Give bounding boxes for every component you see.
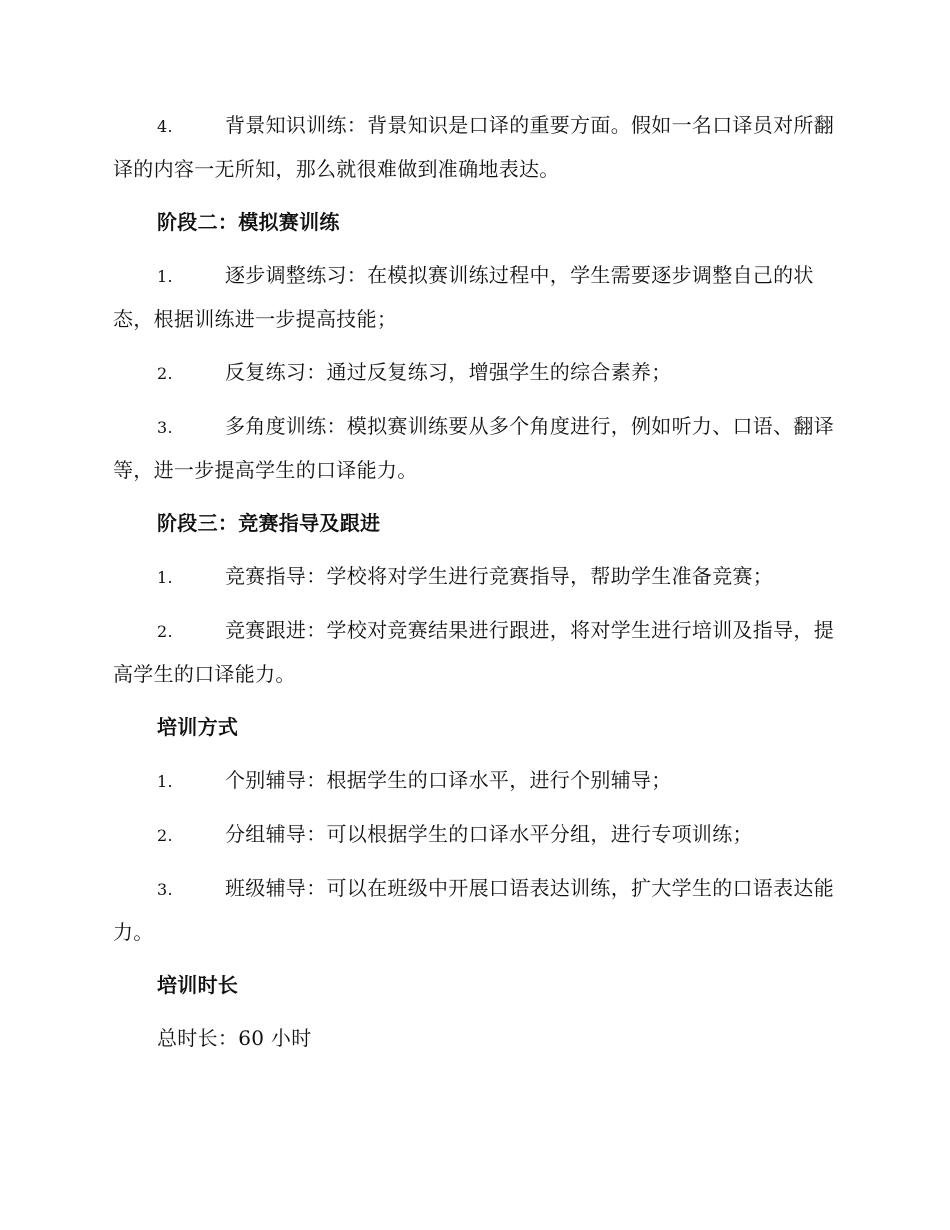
section-heading-methods: 培训方式	[157, 715, 239, 739]
list-text: 班级辅导：可以在班级中开展口语表达训练，扩大学生的口语表达能力。	[113, 876, 834, 944]
list-number: 3.	[157, 880, 173, 899]
section-heading-duration: 培训时长	[157, 973, 239, 997]
list-number: 2.	[157, 622, 173, 641]
document-body	[113, 104, 838, 1060]
list-number: 3.	[157, 418, 173, 437]
list-item	[113, 867, 838, 954]
list-item	[113, 759, 838, 803]
list-text: 竞赛指导：学校将对学生进行竞赛指导，帮助学生准备竞赛；	[225, 564, 774, 588]
list-text: 个别辅导：根据学生的口译水平，进行个别辅导；	[225, 768, 672, 792]
section-heading-stage2: 阶段二：模拟赛训练	[157, 210, 340, 234]
list-text: 逐步调整练习：在模拟赛训练过程中，学生需要逐步调整自己的状态，根据训练进一步提高技能；	[113, 263, 814, 331]
section-heading-stage3: 阶段三：竞赛指导及跟进	[157, 511, 381, 535]
list-item	[113, 254, 838, 341]
list-item	[113, 813, 838, 857]
list-item	[113, 609, 838, 696]
list-number: 2.	[157, 364, 173, 383]
list-number: 2.	[157, 826, 173, 845]
list-number: 1.	[157, 267, 173, 286]
list-number: 4.	[157, 117, 173, 136]
list-text: 分组辅导：可以根据学生的口译水平分组，进行专项训练；	[225, 822, 753, 846]
list-item	[113, 405, 838, 492]
list-text: 多角度训练：模拟赛训练要从多个角度进行，例如听力、口语、翻译等，进一步提高学生的口译能力。	[113, 414, 834, 482]
list-number: 1.	[157, 568, 173, 587]
total-duration: 总时长：60 小时	[157, 1026, 312, 1050]
list-text: 竞赛跟进：学校对竞赛结果进行跟进，将对学生进行培训及指导，提高学生的口译能力。	[113, 618, 834, 686]
list-item	[113, 555, 838, 599]
list-text: 背景知识训练：背景知识是口译的重要方面。假如一名口译员对所翻译的内容一无所知，那么就很难做到准确地表达。	[113, 113, 834, 181]
list-item	[113, 104, 838, 191]
list-text: 反复练习：通过反复练习，增强学生的综合素养；	[225, 360, 672, 384]
list-number: 1.	[157, 772, 173, 791]
list-item	[113, 351, 838, 395]
